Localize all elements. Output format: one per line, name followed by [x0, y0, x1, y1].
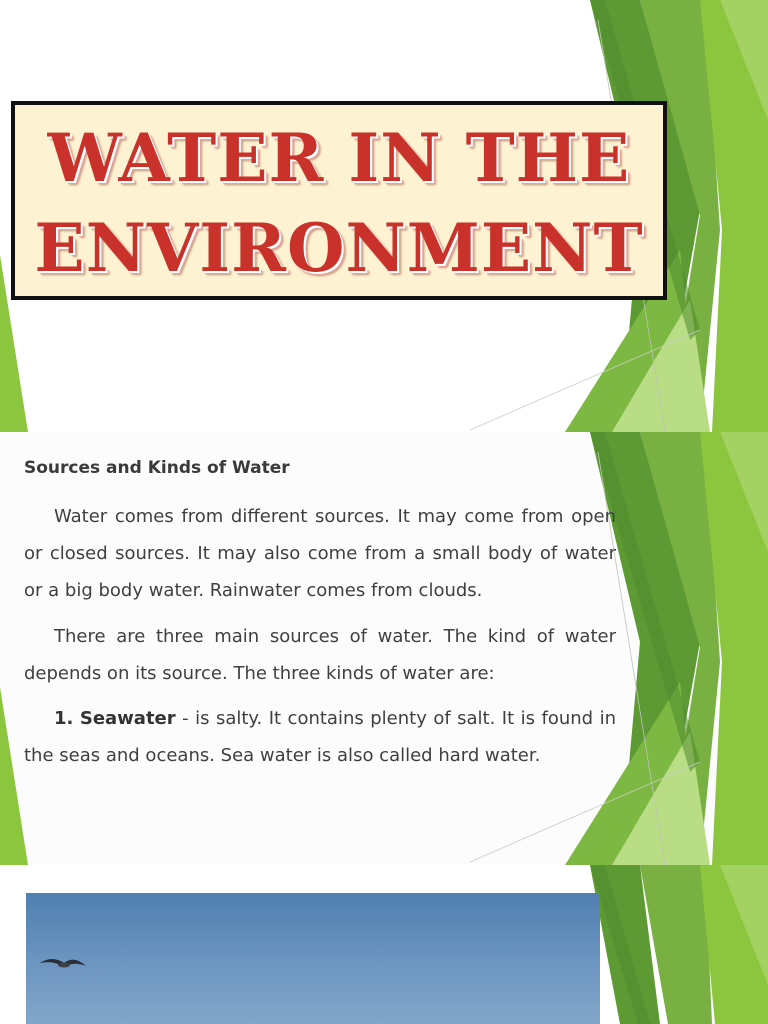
section-heading: Sources and Kinds of Water	[24, 458, 290, 478]
title-line-1: WATER IN THE	[47, 119, 631, 197]
title-banner	[11, 101, 667, 300]
seagull-icon	[40, 959, 86, 968]
paragraph-kinds: There are three main sources of water. The kind of water depends on its source. The three kinds of water are:	[24, 626, 616, 684]
title-line-2: ENVIRONMENT	[34, 209, 644, 287]
list-item-seawater	[24, 700, 616, 774]
content-slide	[0, 432, 768, 865]
item-description: - is salty. It contains plenty of salt. It is found in the seas and oceans. Sea water is also called hard water.	[24, 708, 616, 766]
item-term: Seawater	[79, 708, 176, 729]
title-slide	[0, 0, 768, 432]
paragraph-sources: Water comes from different sources. It may come from open or closed sources. It may also come from a small body of water or a big body water. Rainwater comes from clouds.	[24, 506, 616, 601]
photo-slide	[0, 865, 768, 1024]
sky-photo	[26, 893, 600, 1024]
item-number: 1.	[54, 708, 74, 729]
